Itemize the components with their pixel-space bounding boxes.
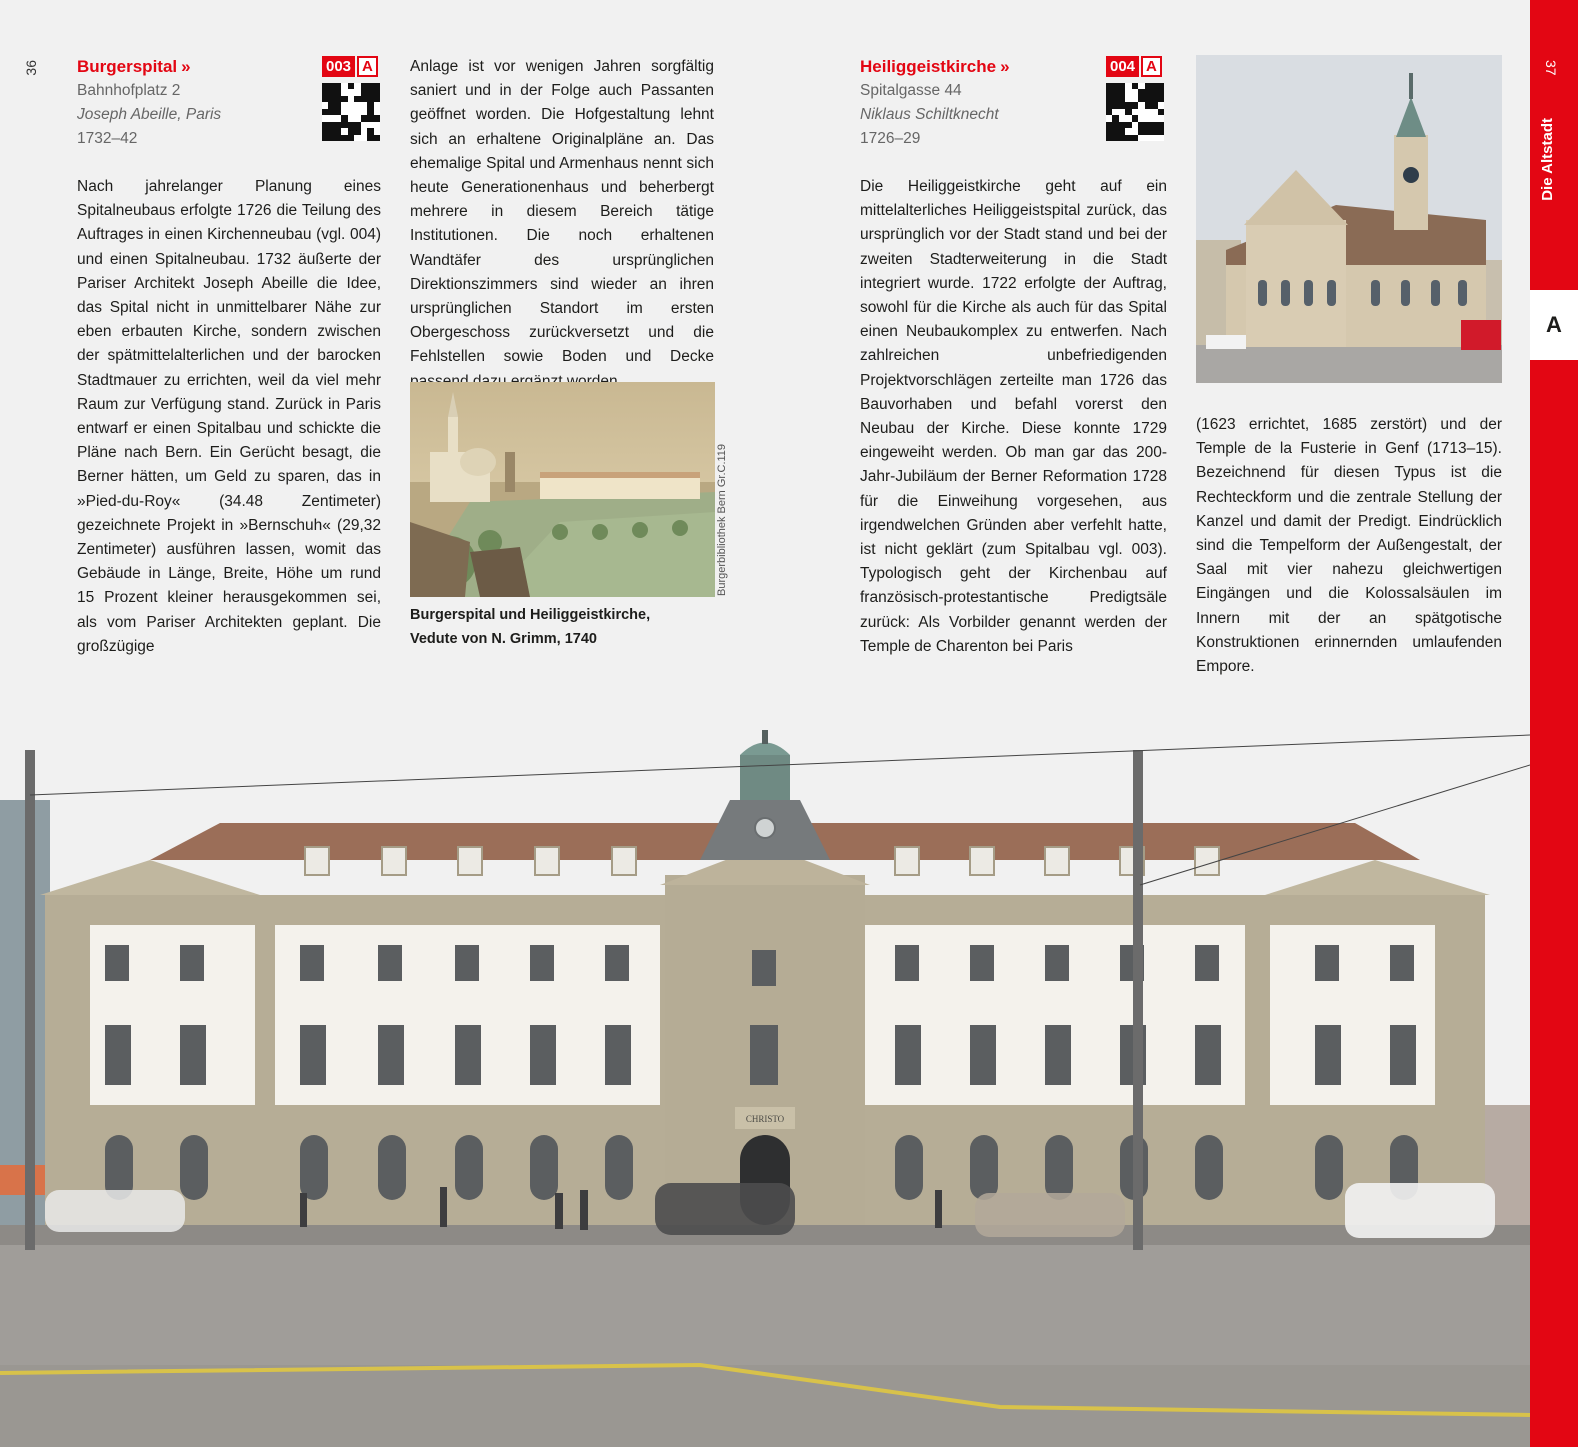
entry-number: 004 (1106, 56, 1139, 77)
entry-text-column-1: Die Heiliggeistkirche geht auf ein mittelalterliches Heiliggeistspital zurück, das ursprünglich vor der Stadt stand und bei der zweiten Stadterweiterung in die Stadt integriert wurde. 1722 erfolgte der Auftrag, sowohl für die Kirche als auch für das Spital einen Neubaukomplex zu entwerfen. Nach zahlreichen unbefriedigenden Projektvorschlägen zerteilte man 1726 das Bauvorhaben und befahl vorerst den Neubau der Kirche. Diese konnte 1729 eingeweiht werden. Ob man gar das 200-Jahr-Jubiläum der Berner Reformation 1728 für die Einweihung vorgesehen, aus irgendwelchen Gründen aber verfehlt hatte, ist nicht geklärt (zum Spitalbau vgl. 003). Typologisch geht der Kirchenbau auf französisch-protestantische Predigtsäle zurück: Als Vorbilder genannt werden der Temple de Charenton bei Paris (860, 178, 1167, 655)
entry-address: Bahnhofplatz 2 (77, 82, 181, 99)
image-caption-line-1: Burgerspital und Heiliggeistkirche, (410, 607, 651, 623)
entry-title-text: Heiliggeistkirche (860, 57, 997, 76)
entry-heiliggeistkirche-header (860, 55, 1090, 151)
chevron-right-icon[interactable]: » (1000, 57, 1010, 76)
church-illustration (1196, 55, 1502, 383)
entry-text-column-2: Anlage ist vor wenigen Jahren sorgfältig saniert und in der Folge auch Passanten geöffnet worden. Die Hofgestaltung lehnt sich an erhaltene Originalpläne an. Das ehemalige Spital und Armenhaus nennt sich heute Generationenhaus und beherbergt mehrere in diesem Bereich tätige Institutionen. Die noch erhaltenen Wandtäfer des ursprünglichen Direktionszimmers sind wieder an ihren ursprünglichen Standort im ersten Obergeschoss zurückversetzt und die Fehlstellen sowie Boden und Decke (410, 58, 714, 366)
entry-text-column-2: (1623 errichtet, 1685 zerstört) und der Temple de la Fusterie in Genf (1713–15). Bezeichnend für diesen Typus ist die Rechteckform und die zentrale Stellung der Kanzel und damit der Predigt. Eindrücklich sind die Tempelform der Außengestalt, der Saal mit vier nahezu gleichwertigen Eingängen und die Kolossalsäulen im Innern mit der an spätgotische Konstruktionen erinnernden umlaufenden Empore. (1196, 416, 1502, 676)
entry-number-badge (1106, 56, 1164, 77)
entry-text-column-1: Nach jahrelanger Planung eines Spitalneubaus erfolgte 1726 die Teilung des Auftrages in einen Kirchenneubau (vgl. 004) und einen Spitalneubau. 1732 äußerte der Pariser Architekt Joseph Abeille die Idee, das Spital nicht in unmittelbarer Nähe zur eben erbauten Kirche, sondern zwischen der spätmittelalterlichen und der barocken Stadtmauer zu errichten, weil da viel mehr Raum zur Verfügung stand. Zurück in Paris entwarf er einen Spitalbau und schickte die Pläne nach Bern. Ein Gerücht besagt, die Berner hätten, um Geld zu sparen, das in »Pied-du-Roy« (34.48 Zentimeter) gezeichnete Projekt in »Bernschuh« (29,32 Zentimeter) ausführen lassen, womit das Gebäude in Länge, Breite, Höhe um rund 15 Prozent kleiner herausgekommen sei, als vom Pariser Architekten geplant. Die großzügige (77, 178, 381, 655)
entry-title-text: Burgerspital (77, 57, 178, 76)
chevron-double-down-icon[interactable]: » (181, 57, 191, 76)
entry-years: 1732–42 (77, 130, 138, 147)
portal-inscription: CHRISTO (745, 1114, 785, 1124)
entry-architect: Joseph Abeille, Paris (77, 106, 222, 123)
entry-years: 1726–29 (860, 130, 921, 147)
entry-section-letter: A (1141, 56, 1162, 77)
vedute-image (410, 382, 715, 597)
entry-section-letter: A (357, 56, 378, 77)
qr-code-icon[interactable] (1106, 83, 1164, 141)
vedute-illustration (410, 382, 715, 597)
image-caption-line-2: Vedute von N. Grimm, 1740 (410, 631, 597, 647)
image-credit: Burgerbibliothek Bern Gr.C.119 (716, 443, 728, 596)
section-tab-a[interactable]: A (1530, 290, 1578, 360)
church-photo (1196, 55, 1502, 383)
entry-architect: Niklaus Schiltknecht (860, 106, 999, 123)
qr-code-icon[interactable] (322, 83, 380, 141)
entry-burgerspital-header (77, 55, 307, 151)
entry-title[interactable] (860, 55, 1090, 79)
page-number-left: 36 (23, 60, 39, 76)
entry-number: 003 (322, 56, 355, 77)
entry-title[interactable] (77, 55, 307, 79)
facade-illustration (0, 725, 1530, 1447)
entry-code-box (322, 56, 380, 141)
entry-code-box (1106, 56, 1164, 141)
entry-number-badge (322, 56, 380, 77)
page-number-right: 37 (1543, 60, 1559, 76)
entry-address: Spitalgasse 44 (860, 82, 962, 99)
image-caption (410, 603, 730, 651)
section-title: Die Altstadt (1539, 118, 1556, 201)
burgerspital-facade-photo (0, 725, 1530, 1447)
section-sidebar (1530, 0, 1578, 1447)
